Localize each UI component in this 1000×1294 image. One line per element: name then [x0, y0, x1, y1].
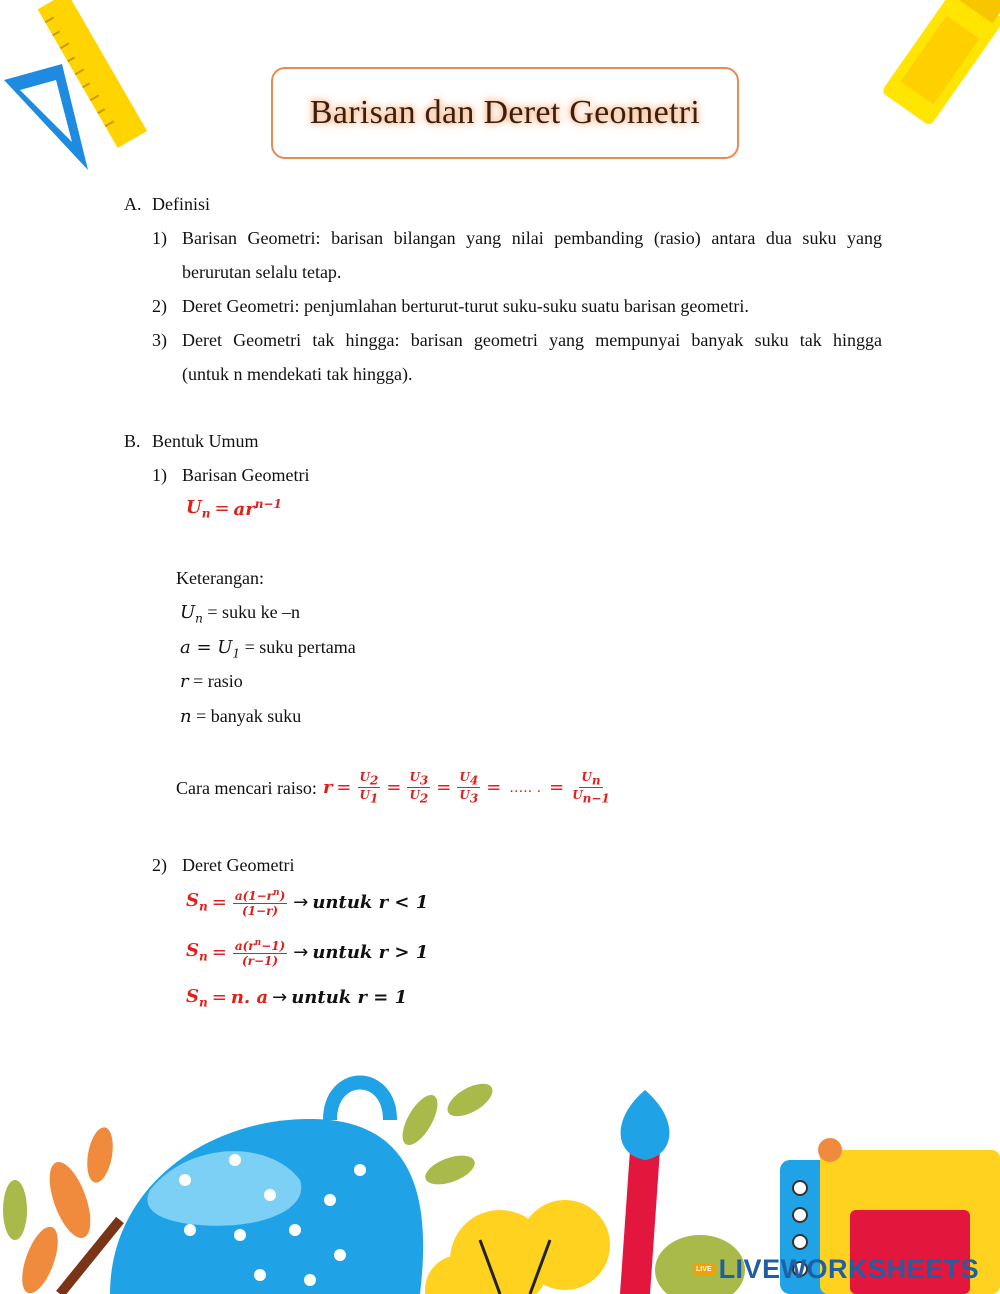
formula-eq: = — [214, 498, 230, 520]
section-b-marker: B. — [124, 431, 141, 451]
definition-1-line2: berurutan selalu tetap. — [182, 262, 342, 282]
section-a-heading: Definisi — [152, 194, 210, 214]
definition-3-number: 3) — [152, 330, 167, 350]
title-box — [271, 67, 739, 159]
arrow-icon: → — [272, 987, 288, 1009]
deret-formula-r-less-1: $S_n$ = $\frac{a(1-r^n)}{(1-r)}$ → untuk r < 1 — [186, 888, 429, 918]
deret-condition-3: untuk r = 1 — [291, 987, 408, 1009]
definition-2-line1: Deret Geometri: penjumlahan berturut-turut suku-suku suatu barisan geometri. — [182, 296, 749, 316]
formula-rhs-sup: n−1 — [254, 497, 282, 512]
definition-1-line1: Barisan Geometri: barisan bilangan yang nilai pembanding (rasio) antara dua suku yang — [182, 228, 882, 248]
definition-1-number: 1) — [152, 228, 167, 248]
keterangan-un-text: = suku ke –n — [202, 602, 301, 622]
formula-lhs-sub: n — [201, 506, 211, 521]
deret-condition-1: untuk r < 1 — [312, 891, 429, 913]
subsection-2-label: Deret Geometri — [182, 855, 295, 875]
keterangan-r — [180, 670, 243, 693]
deret-formula-r-greater-1: $S_n$ = $\frac{a(r^n-1)}{(r-1)}$ → untuk r > 1 — [186, 938, 429, 968]
liveworksheets-logo-text: LIVEWORKSHEETS — [718, 1254, 980, 1284]
keterangan-a-text: = suku pertama — [240, 637, 356, 657]
keterangan-label: Keterangan: — [176, 568, 264, 588]
section-a-marker: A. — [124, 194, 142, 214]
keterangan-a-symbol: a = U — [180, 637, 233, 658]
rasio-label: Cara mencari raiso: — [176, 777, 317, 798]
barisan-formula — [186, 497, 282, 521]
set-square-decoration — [0, 60, 100, 175]
section-b-heading: Bentuk Umum — [152, 431, 259, 451]
keterangan-a-sub: 1 — [232, 646, 241, 661]
deret-condition-2: untuk r > 1 — [312, 941, 429, 963]
arrow-icon: → — [293, 941, 309, 963]
rasio-dots: ….. . — [509, 779, 542, 796]
deret-rhs-3: n. a — [230, 987, 269, 1009]
rasio-r: r — [322, 777, 333, 799]
definition-2-number: 2) — [152, 296, 167, 316]
subsection-1-number: 1) — [152, 465, 167, 485]
keterangan-n-text: = banyak suku — [191, 706, 302, 726]
formula-rhs: ar — [233, 499, 255, 521]
definition-3-line2: (untuk n mendekati tak hingga). — [182, 364, 413, 384]
arrow-icon: → — [293, 891, 309, 913]
formula-lhs: U — [186, 497, 202, 518]
keterangan-n-symbol: n — [180, 706, 192, 727]
keterangan-n — [180, 705, 301, 728]
deret-formula-r-equal-1: $S_n$ = n. a → untuk r = 1 — [186, 986, 408, 1010]
rasio-fraction-3: $\frac{U_4}{U_3}$ — [459, 770, 479, 806]
subsection-2-number: 2) — [152, 855, 167, 875]
keterangan-r-text: = rasio — [188, 671, 243, 691]
rasio-fraction-1: $\frac{U_2}{U_1}$ — [359, 770, 379, 806]
keterangan-un-symbol: U — [180, 602, 196, 623]
subsection-1-label: Barisan Geometri — [182, 465, 310, 485]
definition-3-line1: Deret Geometri tak hingga: barisan geometri yang mempunyai banyak suku tak hingga — [182, 330, 882, 350]
keterangan-un — [180, 601, 300, 630]
keterangan-un-sub: n — [195, 611, 203, 626]
rasio-formula: Cara mencari raiso: r = $\frac{U_2}{U_1}$ = $\frac{U_3}{U_2}$ = $\frac{U_4}{U_3}$ = ….. . = $\frac{U_n}{U_{n-1}}$ — [176, 770, 610, 806]
deret-fraction-2: $\frac{a(r^n-1)}{(r-1)}$ — [234, 938, 286, 968]
keterangan-a — [180, 636, 356, 665]
liveworksheets-watermark — [693, 1254, 979, 1285]
page-title: Barisan dan Deret Geometri — [309, 94, 701, 131]
liveworksheets-badge-icon: LIVE — [693, 1264, 715, 1275]
rasio-fraction-2: $\frac{U_3}{U_2}$ — [409, 770, 429, 806]
highlighter-decoration — [880, 0, 1000, 135]
rasio-fraction-last: $\frac{U_n}{U_{n-1}}$ — [572, 770, 610, 806]
keterangan-r-symbol: r — [180, 671, 189, 692]
deret-fraction-1: $\frac{a(1-r^n)}{(1-r)}$ — [234, 888, 286, 918]
